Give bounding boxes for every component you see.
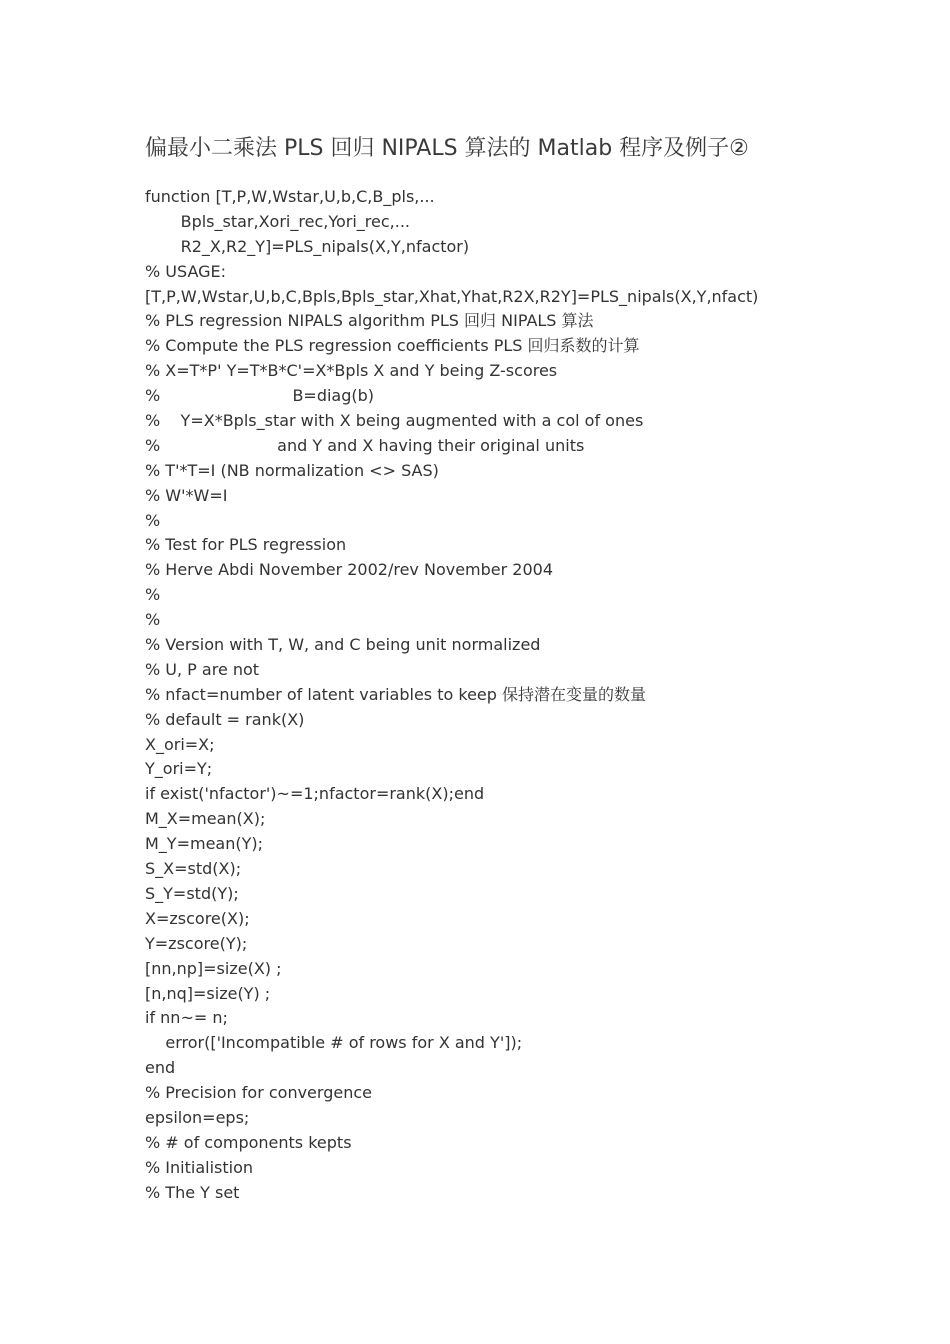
code-line: end — [145, 1058, 176, 1078]
code-line: % nfact=number of latent variables to keep 保持潜在变量的数量 — [145, 684, 646, 704]
code-line: R2_X,R2_Y]=PLS_nipals(X,Y,nfactor) — [145, 236, 470, 256]
code-line: X_ori=X; — [145, 734, 215, 754]
code-line: Y=zscore(Y); — [145, 933, 248, 953]
code-line: % Version with T, W, and C being unit normalized — [145, 635, 541, 655]
code-line: % T'*T=I (NB normalization <> SAS) — [145, 460, 439, 480]
code-line: [nn,np]=size(X) ; — [145, 958, 282, 978]
code-line: % default = rank(X) — [145, 709, 305, 729]
code-line: M_X=mean(X); — [145, 809, 266, 829]
code-line: % Compute the PLS regression coefficients PLS 回归系数的计算 — [145, 336, 640, 356]
code-line: S_Y=std(Y); — [145, 883, 239, 903]
code-line: X=zscore(X); — [145, 908, 250, 928]
code-line: epsilon=eps; — [145, 1107, 250, 1127]
code-line: function [T,P,W,Wstar,U,b,C,B_pls,... — [145, 187, 435, 206]
code-line: % # of components kepts — [145, 1132, 352, 1152]
code-line: % Test for PLS regression — [145, 535, 347, 555]
code-line: % and Y and X having their original units — [145, 435, 585, 455]
code-line: Bpls_star,Xori_rec,Yori_rec,... — [145, 211, 410, 231]
code-line: % — [145, 585, 161, 605]
code-line: % Herve Abdi November 2002/rev November 2004 — [145, 560, 554, 580]
code-line: % USAGE: — [145, 261, 227, 281]
code-line: error(['Incompatible # of rows for X and Y']); — [145, 1033, 523, 1053]
code-line: % The Y set — [145, 1182, 240, 1202]
code-listing — [145, 185, 758, 1206]
code-line: % — [145, 610, 161, 630]
code-line: S_X=std(X); — [145, 859, 242, 879]
code-line: M_Y=mean(Y); — [145, 834, 264, 854]
code-line: % U, P are not — [145, 659, 260, 679]
code-line: % B=diag(b) — [145, 386, 375, 406]
code-line: % X=T*P' Y=T*B*C'=X*Bpls X and Y being Z-scores — [145, 361, 558, 381]
document-title: 偏最小二乘法 PLS 回归 NIPALS 算法的 Matlab 程序及例子② — [145, 136, 749, 161]
code-line: % W'*W=I — [145, 485, 228, 505]
code-line: % Initialistion — [145, 1157, 253, 1177]
code-line: % Precision for convergence — [145, 1083, 372, 1103]
code-line: % — [145, 510, 161, 530]
code-line: % PLS regression NIPALS algorithm PLS 回归 NIPALS 算法 — [145, 311, 594, 331]
code-line: [n,nq]=size(Y) ; — [145, 983, 271, 1003]
code-line: Y_ori=Y; — [145, 759, 213, 779]
code-line: if exist('nfactor')~=1;nfactor=rank(X);end — [145, 784, 485, 804]
code-line: % Y=X*Bpls_star with X being augmented with a col of ones — [145, 411, 644, 431]
code-line: if nn~= n; — [145, 1008, 228, 1028]
code-line: [T,P,W,Wstar,U,b,C,Bpls,Bpls_star,Xhat,Yhat,R2X,R2Y]=PLS_nipals(X,Y,nfact) — [145, 286, 759, 306]
